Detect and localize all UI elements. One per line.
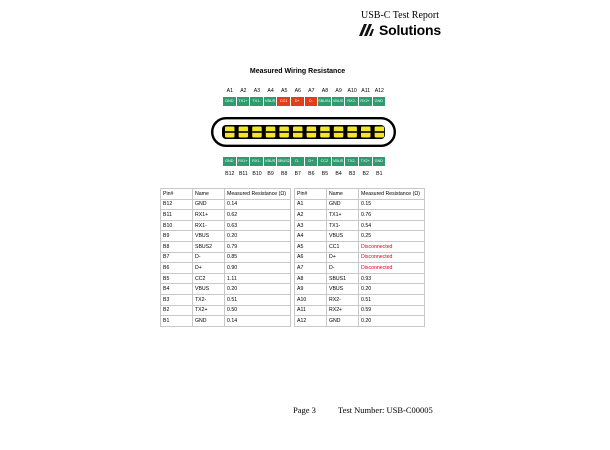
resistance-cell: 0.50 xyxy=(225,305,291,316)
table-row xyxy=(161,210,291,221)
name-cell: VBUS xyxy=(193,231,225,242)
pin-number: A8 xyxy=(321,88,329,94)
b-side-resistance-table xyxy=(160,188,291,327)
pin-signal-chip: GND xyxy=(373,97,387,106)
plug-contact-divider xyxy=(239,131,249,133)
pin-number: A2 xyxy=(240,88,247,94)
table-row xyxy=(161,273,291,284)
bottom-pin-numbers xyxy=(223,170,386,178)
table-row xyxy=(161,263,291,274)
name-cell: CC1 xyxy=(327,241,359,252)
pin-signal-chip: SBUS1 xyxy=(318,97,332,106)
resistance-cell: 0.85 xyxy=(225,252,291,263)
pin-signal-chip: RX1- xyxy=(250,157,264,166)
report-title: USB-C Test Report xyxy=(360,10,439,21)
pin-signal-chip: GND xyxy=(373,157,387,166)
pin-number: B9 xyxy=(267,171,274,177)
name-cell: RX2+ xyxy=(327,305,359,316)
pin-signal-chip: D- xyxy=(291,157,305,166)
name-cell: D+ xyxy=(193,263,225,274)
pin-cell: A1 xyxy=(295,199,327,210)
pin-number: B1 xyxy=(376,171,383,177)
pin-number: A1 xyxy=(226,88,233,94)
pin-cell: B4 xyxy=(161,284,193,295)
column-header-resistance: Measured Resistance (Ω) xyxy=(225,189,291,200)
pin-number: B6 xyxy=(308,171,315,177)
stylized-a-logo-icon xyxy=(359,24,377,36)
pin-cell: B10 xyxy=(161,220,193,231)
name-cell: GND xyxy=(327,199,359,210)
table-row xyxy=(295,231,425,242)
section-title: Measured Wiring Resistance xyxy=(249,68,346,75)
pin-number: A10 xyxy=(347,88,357,94)
name-cell: RX2- xyxy=(327,294,359,305)
resistance-cell: 0.51 xyxy=(225,294,291,305)
resistance-cell: 0.20 xyxy=(359,316,425,327)
plug-contact-divider xyxy=(266,131,276,133)
table-row xyxy=(161,316,291,327)
pin-cell: A9 xyxy=(295,284,327,295)
pin-signal-chip: VBUS xyxy=(264,157,278,166)
pin-cell: A12 xyxy=(295,316,327,327)
table-row xyxy=(161,231,291,242)
pin-signal-chip: RX2+ xyxy=(359,97,373,106)
name-cell: VBUS xyxy=(327,284,359,295)
name-cell: GND xyxy=(193,199,225,210)
pin-cell: B2 xyxy=(161,305,193,316)
pin-signal-chip: RX1+ xyxy=(237,157,251,166)
name-cell: CC2 xyxy=(193,273,225,284)
plug-contact-divider xyxy=(279,131,289,133)
column-header-name: Name xyxy=(193,189,225,200)
name-cell: D+ xyxy=(327,252,359,263)
resistance-cell: 0.20 xyxy=(225,231,291,242)
table-row xyxy=(295,252,425,263)
resistance-cell: 1.11 xyxy=(225,273,291,284)
pin-number: A6 xyxy=(294,88,301,94)
pin-number: B12 xyxy=(225,171,235,177)
pin-cell: B8 xyxy=(161,241,193,252)
pin-signal-chip: D- xyxy=(305,97,319,106)
resistance-cell: 0.63 xyxy=(225,220,291,231)
resistance-cell: Disconnected xyxy=(359,241,425,252)
plug-contact-divider xyxy=(347,131,357,133)
pin-signal-chip: RX2- xyxy=(345,97,359,106)
pin-number: B7 xyxy=(294,171,301,177)
pin-number: A4 xyxy=(267,88,274,94)
a-side-resistance-table xyxy=(294,188,425,327)
table-row xyxy=(161,199,291,210)
plug-contact-divider xyxy=(225,131,235,133)
name-cell: RX1+ xyxy=(193,210,225,221)
pin-cell: A2 xyxy=(295,210,327,221)
table-row xyxy=(295,241,425,252)
pin-cell: B12 xyxy=(161,199,193,210)
pin-signal-chip: D+ xyxy=(305,157,319,166)
name-cell: GND xyxy=(327,316,359,327)
name-cell: SBUS1 xyxy=(327,273,359,284)
plug-contact-divider xyxy=(361,131,371,133)
pin-cell: B11 xyxy=(161,210,193,221)
resistance-cell: 0.14 xyxy=(225,199,291,210)
resistance-cell: Disconnected xyxy=(359,252,425,263)
plug-contact-divider xyxy=(252,131,262,133)
pin-cell: B9 xyxy=(161,231,193,242)
name-cell: RX1- xyxy=(193,220,225,231)
pin-cell: B1 xyxy=(161,316,193,327)
resistance-cell: 0.54 xyxy=(359,220,425,231)
pin-number: A9 xyxy=(335,88,342,94)
pin-cell: B7 xyxy=(161,252,193,263)
table-row xyxy=(295,199,425,210)
resistance-cell: 0.20 xyxy=(225,284,291,295)
pin-cell: A8 xyxy=(295,273,327,284)
report-header xyxy=(350,10,450,38)
table-row xyxy=(295,284,425,295)
table-header-row xyxy=(161,189,291,200)
usb-c-connector-diagram xyxy=(211,117,396,147)
table-row xyxy=(161,220,291,231)
name-cell: VBUS xyxy=(193,284,225,295)
test-number: Test Number: USB-C00005 xyxy=(338,405,433,415)
resistance-cell: 0.20 xyxy=(359,284,425,295)
pin-number: A12 xyxy=(374,88,384,94)
table-row xyxy=(161,294,291,305)
pin-cell: A10 xyxy=(295,294,327,305)
pin-cell: A3 xyxy=(295,220,327,231)
pin-signal-chip: VBUS xyxy=(332,157,346,166)
pin-signal-chip: VBUS xyxy=(332,97,346,106)
pin-cell: A4 xyxy=(295,231,327,242)
pin-cell: A6 xyxy=(295,252,327,263)
pin-number: B2 xyxy=(362,171,369,177)
pin-signal-chip: GND xyxy=(223,157,237,166)
pin-signal-chip: D+ xyxy=(291,97,305,106)
table-row xyxy=(161,284,291,295)
table-row xyxy=(161,252,291,263)
name-cell: GND xyxy=(193,316,225,327)
column-header-pin: Pin# xyxy=(161,189,193,200)
plug-contact-divider xyxy=(375,131,385,133)
name-cell: TX2+ xyxy=(193,305,225,316)
plug-contact-divider xyxy=(293,131,303,133)
pin-number: B3 xyxy=(348,171,356,177)
resistance-cell: 0.76 xyxy=(359,210,425,221)
plug-contact-divider xyxy=(307,131,317,133)
pin-signal-chip: TX2+ xyxy=(359,157,373,166)
pin-signal-chip: GND xyxy=(223,97,237,106)
top-pin-signals xyxy=(223,97,386,106)
table-row xyxy=(295,294,425,305)
brand-name: Solutions xyxy=(379,22,441,38)
table-row xyxy=(295,316,425,327)
name-cell: VBUS xyxy=(327,231,359,242)
pin-number: A11 xyxy=(361,88,371,94)
pin-signal-chip: TX1- xyxy=(250,97,264,106)
resistance-cell: 0.62 xyxy=(225,210,291,221)
page-number: Page 3 xyxy=(293,405,316,415)
resistance-cell: 0.25 xyxy=(359,231,425,242)
resistance-cell: 0.15 xyxy=(359,199,425,210)
pin-cell: B3 xyxy=(161,294,193,305)
top-pin-numbers xyxy=(223,87,386,95)
name-cell: D- xyxy=(193,252,225,263)
resistance-cell: 0.51 xyxy=(359,294,425,305)
resistance-cell: 0.59 xyxy=(359,305,425,316)
resistance-cell: 0.14 xyxy=(225,316,291,327)
pin-signal-chip: VBUS xyxy=(264,97,278,106)
table-row xyxy=(295,220,425,231)
pin-cell: A11 xyxy=(295,305,327,316)
pin-cell: A7 xyxy=(295,263,327,274)
table-row xyxy=(295,210,425,221)
table-header-row xyxy=(295,189,425,200)
pin-signal-chip: CC2 xyxy=(318,157,332,166)
brand-logo xyxy=(350,22,450,38)
name-cell: SBUS2 xyxy=(193,241,225,252)
resistance-cell: 0.93 xyxy=(359,273,425,284)
pin-number: B8 xyxy=(280,171,288,177)
table-row xyxy=(295,263,425,274)
bottom-pin-signals xyxy=(223,157,386,166)
name-cell: D- xyxy=(327,263,359,274)
column-header-resistance: Measured Resistance (Ω) xyxy=(359,189,425,200)
pin-signal-chip: TX1+ xyxy=(237,97,251,106)
pin-signal-chip: TX2- xyxy=(345,157,359,166)
pin-number: B4 xyxy=(335,171,342,177)
pin-number: A7 xyxy=(308,88,315,94)
resistance-cell: Disconnected xyxy=(359,263,425,274)
plug-contact-divider xyxy=(334,131,344,133)
plug-contact-divider xyxy=(320,131,330,133)
pin-signal-chip: CC1 xyxy=(277,97,291,106)
pin-cell: B5 xyxy=(161,273,193,284)
pin-number: B5 xyxy=(321,171,329,177)
table-row xyxy=(161,305,291,316)
table-row xyxy=(161,241,291,252)
table-row xyxy=(295,273,425,284)
table-row xyxy=(295,305,425,316)
pin-number: B10 xyxy=(252,171,262,177)
name-cell: TX1- xyxy=(327,220,359,231)
resistance-cell: 0.90 xyxy=(225,263,291,274)
pin-signal-chip: SBUS2 xyxy=(277,157,291,166)
pin-cell: B6 xyxy=(161,263,193,274)
name-cell: TX1+ xyxy=(327,210,359,221)
name-cell: TX2- xyxy=(193,294,225,305)
pin-number: A5 xyxy=(280,88,288,94)
pin-number: A3 xyxy=(253,88,261,94)
pin-cell: A5 xyxy=(295,241,327,252)
column-header-pin: Pin# xyxy=(295,189,327,200)
pin-number: B11 xyxy=(238,171,248,177)
column-header-name: Name xyxy=(327,189,359,200)
resistance-cell: 0.79 xyxy=(225,241,291,252)
